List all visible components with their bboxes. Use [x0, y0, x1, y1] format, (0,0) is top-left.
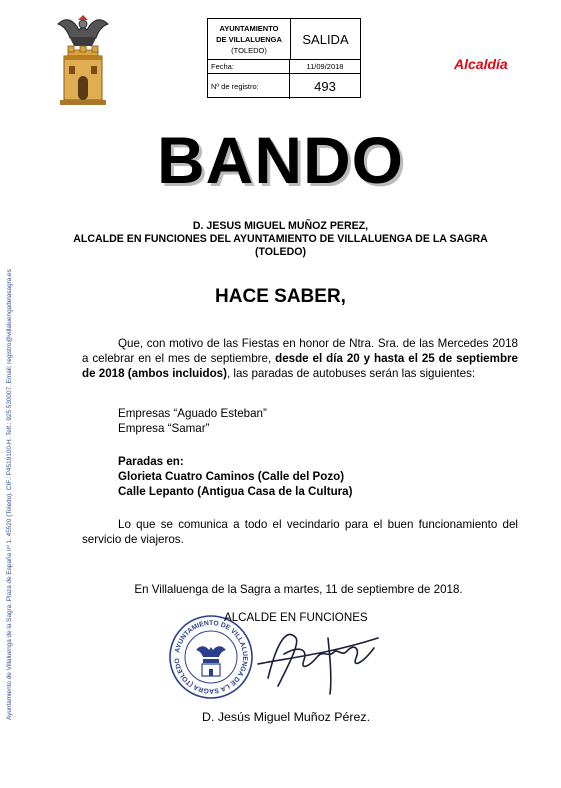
- coat-of-arms-logo: [52, 14, 114, 106]
- signer-name: D. Jesús Miguel Muñoz Pérez.: [202, 710, 371, 724]
- paragraph1-part2: , las paradas de autobuses serán las siguientes:: [226, 367, 476, 380]
- department-label: Alcaldía: [454, 56, 508, 72]
- registry-organization: [208, 19, 291, 59]
- list-item: Empresa “Samar”: [118, 422, 210, 435]
- seal-text: AYUNTAMIENTO DE VILLALUENGA DE LA SAGRA (TOLEDO: [173, 619, 249, 695]
- paragraph-closing: [82, 517, 518, 547]
- issuer-line3: (TOLEDO): [254, 246, 306, 258]
- companies-list: [118, 406, 267, 436]
- stops-list: [118, 454, 353, 499]
- registry-type: SALIDA: [302, 31, 349, 47]
- announcement-heading: HACE SABER,: [215, 286, 346, 307]
- date-line: En Villaluenga de la Sagra a martes, 11 de septiembre de 2018.: [134, 583, 463, 596]
- registry-org-line3: (TOLEDO): [231, 45, 267, 55]
- registry-stamp-box: [207, 18, 361, 98]
- registry-date-label: Fecha:: [208, 60, 290, 73]
- issuer-block: [60, 220, 501, 259]
- issuer-line1: D. JESUS MIGUEL MUÑOZ PEREZ,: [192, 220, 369, 232]
- stops-heading: Paradas en:: [118, 455, 184, 468]
- list-item: Calle Lepanto (Antigua Casa de la Cultura): [118, 485, 353, 498]
- paragraph1-part1: Que, con motivo de las Fiestas en honor de Ntra. Sra. de las Mercedes 2018 a celebrar en el mes de septiembre,: [82, 337, 518, 365]
- paragraph2-text: Lo que se comunica a todo el vecindario para el buen funcionamiento del servicio de viajeros.: [82, 518, 518, 546]
- list-item: Empresas “Aguado Esteban”: [118, 407, 267, 420]
- paragraph-schedule: [82, 336, 518, 381]
- registry-number-value: 493: [314, 79, 336, 94]
- registry-org-line1: AYUNTAMIENTO: [219, 23, 279, 33]
- list-item: Glorieta Cuatro Caminos (Calle del Pozo): [118, 470, 345, 483]
- registry-date-value: 11/09/2018: [306, 62, 344, 71]
- issuer-line2: ALCALDE EN FUNCIONES DEL AYUNTAMIENTO DE VILLALUENGA DE LA SAGRA: [73, 233, 488, 245]
- document-title: BANDO: [157, 123, 404, 197]
- signature-title: ALCALDE EN FUNCIONES: [224, 611, 368, 624]
- paragraph1-dates: desde el día 20 y hasta el 25 de septiembre de 2018 (ambos incluidos): [82, 352, 518, 380]
- registry-org-line2: DE VILLALUENGA: [216, 34, 282, 44]
- registry-number-label: Nº de registro:: [208, 74, 290, 99]
- side-footer-text: Ayuntamiento de Villaluenga de la Sagra. Plaza de España nº 1. 45520 (Toledo). CIF.: P4519100-H. Telf.: 925 530007. Email: registro@villaluengadelasagra.es: [6, 269, 13, 720]
